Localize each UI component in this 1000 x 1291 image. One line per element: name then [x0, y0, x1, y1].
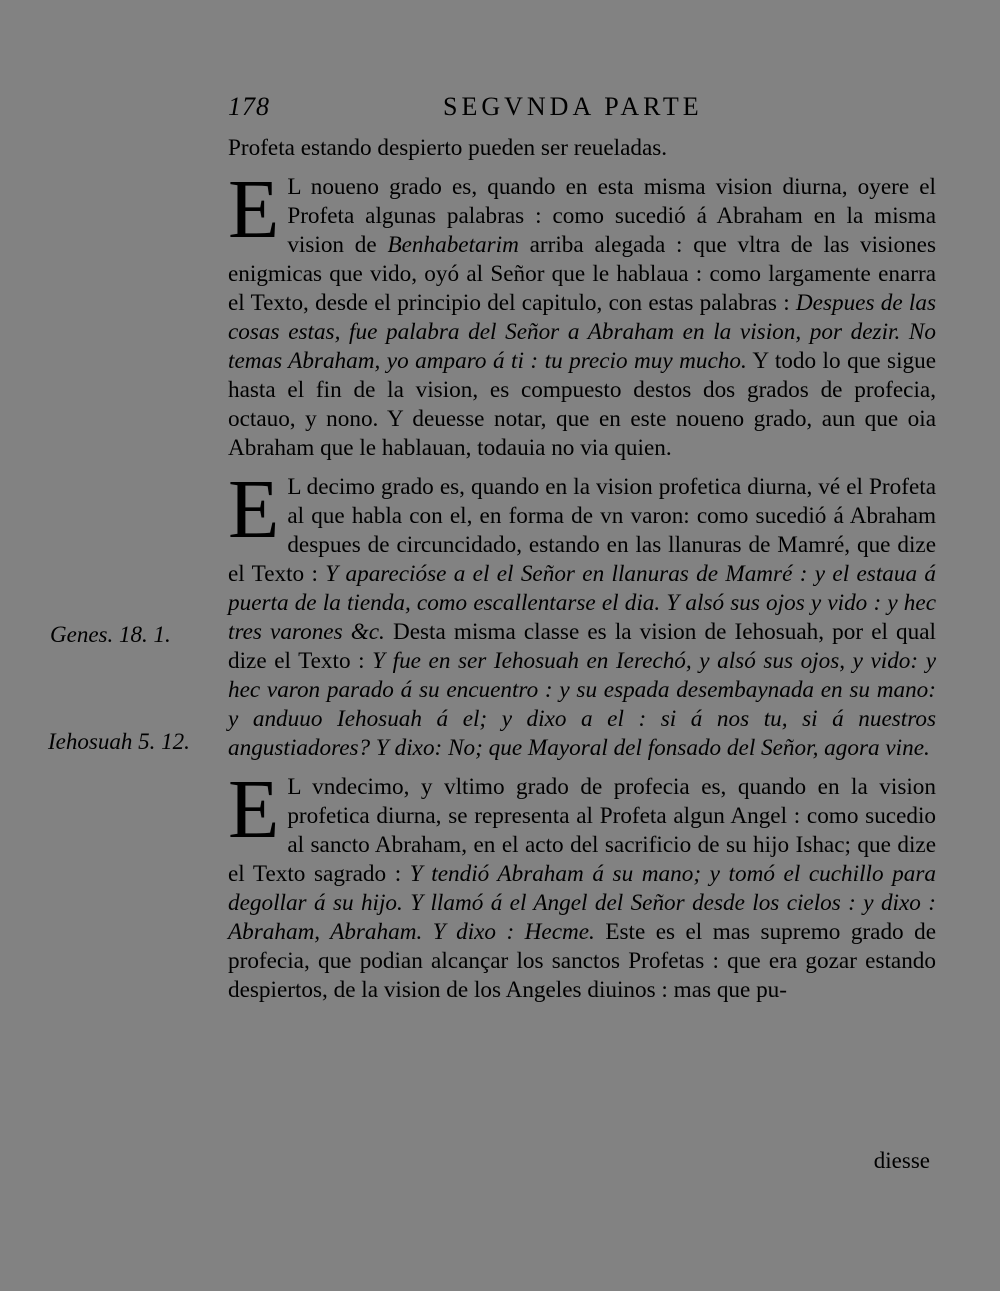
margin-note-iehosuah: Iehosuah 5. 12. [48, 729, 190, 754]
text-segment: L decimo grado es, quando en la vision profetica diurna, vé el Profeta al que habla con el, en forma de vn varon: como sucedió á Abraham despues de circuncidado, estando en las llanuras de Mamré, que dize el Texto : [228, 474, 936, 587]
italic-quotation: Y tendió Abraham á su mano; y tomó el cuchillo para degollar á su hijo. Y llamó á el Angel del Señor desde los cielos : y dixo : Abraham, Abraham. Y dixo : Hecme. [228, 861, 936, 945]
text-segment: arriba alegada : que vltra de las visiones enigmicas que vido, oyó al Señor que le hablaua : como largamente enarra el Texto, desde el principio del capitulo, con estas palabras : [228, 232, 936, 316]
margin-note-genesis: Genes. 18. 1. [50, 622, 171, 647]
paragraph-gap [228, 163, 936, 173]
italic-quotation: Benhabetarim [387, 232, 519, 258]
text-segment: Profeta estando despierto pueden ser reueladas. [228, 135, 668, 161]
catchword: diesse [873, 1148, 930, 1173]
paragraph-gap [228, 463, 936, 473]
paragraph-1 [228, 163, 936, 463]
text-segment: Desta misma classe es la vision de Iehosuah, por el qual dize el Texto : [228, 619, 936, 674]
paragraph-gap [228, 763, 936, 773]
drop-cap: E [228, 763, 280, 856]
running-title: SEGVNDA PARTE [443, 92, 703, 121]
text-segment: L vndecimo, y vltimo grado de profecia es, quando en la vision profetica diurna, se representa al Profeta algun Angel : como sucedio al sancto Abraham, en el acto del sacrificio de su hijo Ishac; que dize el Texto sagrado : [228, 774, 936, 887]
drop-cap: E [228, 463, 280, 556]
page-number: 178 [228, 92, 270, 121]
italic-quotation: Y fue en ser Iehosuah en Ierechó, y alsó sus ojos, y vido: y hec varon parado á su encuentro : y su espada desembaynada en su mano: y anduuo Iehosuah á el; y dixo a el : si á nos tu, si á nuestros angustiadores? Y dixo: No; que Mayoral del fonsado del Señor, agora vine. [228, 648, 936, 761]
text-body [228, 134, 936, 1005]
drop-cap: E [228, 163, 280, 256]
running-header [228, 92, 758, 126]
italic-quotation: Y aparecióse a el el Señor en llanuras de Mamré : y el estaua á puerta de la tienda, como escallentarse el dia. Y alsó sus ojos y vido : y hec tres varones &c. [228, 561, 936, 645]
text-segment: L noueno grado es, quando en esta misma vision diurna, oyere el Profeta algunas palabras : como sucedió á Abraham en la misma vision de [287, 174, 936, 258]
paragraph-2 [228, 463, 936, 763]
text-segment: Y todo lo que sigue hasta el fin de la vision, es compuesto destos dos grados de profecia, octauo, y nono. Y deuesse notar, que en este noueno grado, aun que oia Abraham que le hablauan, todauia no via quien. [228, 348, 936, 461]
text-segment: Este es el mas supremo grado de profecia, que podian alcançar los sanctos Profetas : que era gozar estando despiertos, de la vision de los Angeles diuinos : mas que pu- [228, 919, 936, 1003]
paragraph-3 [228, 763, 936, 1005]
italic-quotation: Despues de las cosas estas, fue palabra del Señor a Abraham en la vision, por dezir. No temas Abraham, yo amparo á ti : tu precio muy mucho. [228, 290, 936, 374]
paragraph-0 [228, 134, 936, 163]
